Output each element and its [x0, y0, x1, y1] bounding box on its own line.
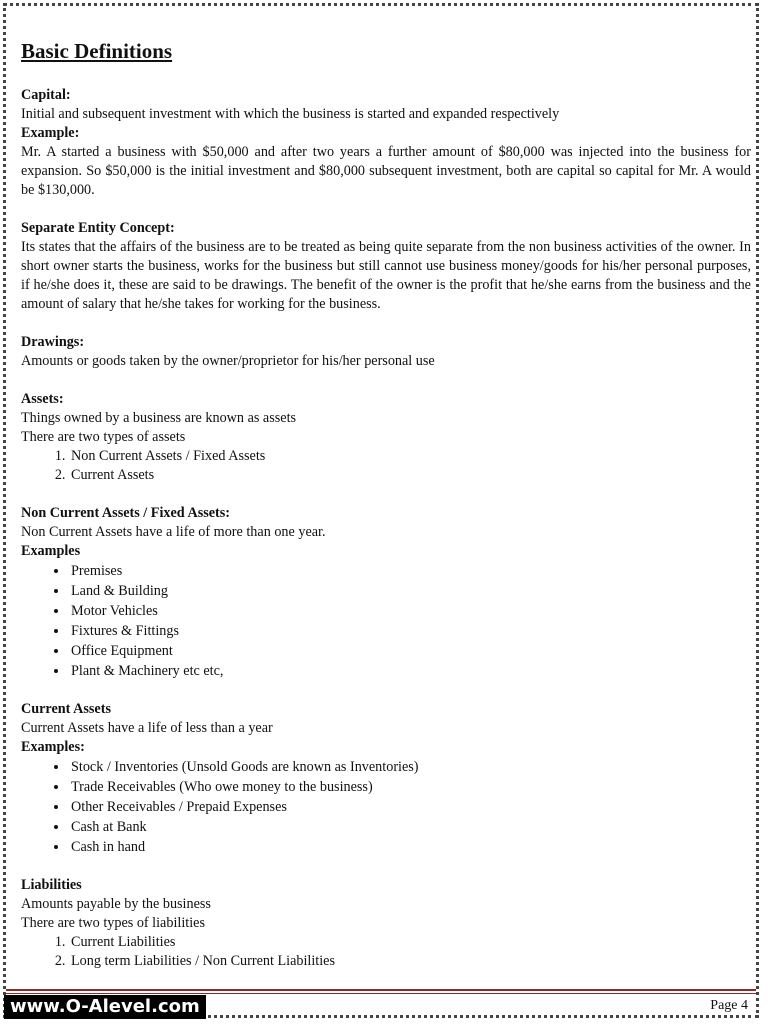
page-number: Page 4: [710, 998, 748, 1013]
separate-entity-text: Its states that the affairs of the business are to be treated as being quite separate from the non business activities of the owner. In short owner starts the business, works for the business but still cannot use business money/goods for his/her personal purposes, if he/she does it, these are said to be drawings. The benefit of the owner is the profit that he/she earns from the business and the amount of salary that he/she takes for working for the business.: [21, 239, 751, 312]
section-current-assets: [21, 700, 751, 857]
non-current-examples-label: Examples: [21, 543, 81, 559]
list-item: • Cash at Bank: [69, 817, 751, 837]
list-item: 2. Current Assets: [69, 466, 751, 485]
drawings-text: Amounts or goods taken by the owner/proprietor for his/her personal use: [21, 353, 435, 369]
section-separate-entity: [21, 219, 751, 314]
list-item: • Plant & Machinery etc etc,: [69, 661, 751, 681]
site-url-badge[interactable]: www.O-Alevel.com: [4, 995, 206, 1019]
term-drawings: Drawings:: [21, 334, 85, 350]
term-assets: Assets:: [21, 391, 64, 407]
capital-example-label: Example:: [21, 125, 80, 141]
list-item: 1. Non Current Assets / Fixed Assets: [69, 447, 751, 466]
list-item: • Premises: [69, 561, 751, 581]
current-examples-label: Examples:: [21, 739, 85, 755]
list-item: • Fixtures & Fittings: [69, 621, 751, 641]
liabilities-line-2: There are two types of liabilities: [21, 915, 205, 931]
current-assets-text: Current Assets have a life of less than a year: [21, 720, 273, 736]
liabilities-line-1: Amounts payable by the business: [21, 896, 211, 912]
assets-types-list: [21, 447, 751, 485]
term-non-current-assets: Non Current Assets / Fixed Assets:: [21, 505, 231, 521]
non-current-assets-text: Non Current Assets have a life of more than one year.: [21, 524, 326, 540]
section-non-current-assets: [21, 504, 751, 681]
footer-divider-thin: [6, 993, 756, 994]
section-drawings: [21, 333, 751, 371]
list-item: • Motor Vehicles: [69, 601, 751, 621]
list-item: • Stock / Inventories (Unsold Goods are known as Inventories): [69, 757, 751, 777]
list-item: • Other Receivables / Prepaid Expenses: [69, 797, 751, 817]
assets-line-1: Things owned by a business are known as assets: [21, 410, 297, 426]
capital-example-text: Mr. A started a business with $50,000 and after two years a further amount of $80,000 was injected into the business for expansion. So $50,000 is the initial investment and $80,000 subsequent investment, both are capital so capital for Mr. A would be $130,000.: [21, 144, 751, 198]
term-current-assets: Current Assets: [21, 701, 111, 717]
footer-divider: [6, 989, 756, 991]
list-item: • Trade Receivables (Who owe money to the business): [69, 777, 751, 797]
capital-definition: Initial and subsequent investment with which the business is started and expanded respectively: [21, 106, 560, 122]
list-item: • Land & Building: [69, 581, 751, 601]
list-item: • Cash in hand: [69, 837, 751, 857]
page-title: Basic Definitions: [21, 39, 173, 63]
term-capital: Capital:: [21, 87, 71, 103]
document-body: [21, 38, 751, 971]
non-current-examples-list: [21, 561, 751, 681]
list-item: 1. Current Liabilities: [69, 933, 751, 952]
section-liabilities: [21, 876, 751, 971]
list-item: 2. Long term Liabilities / Non Current Liabilities: [69, 952, 751, 971]
assets-line-2: There are two types of assets: [21, 429, 186, 445]
term-separate-entity: Separate Entity Concept:: [21, 220, 175, 236]
section-assets: [21, 390, 751, 485]
liabilities-types-list: [21, 933, 751, 971]
section-capital: [21, 86, 751, 200]
list-item: • Office Equipment: [69, 641, 751, 661]
current-examples-list: [21, 757, 751, 857]
term-liabilities: Liabilities: [21, 877, 82, 893]
